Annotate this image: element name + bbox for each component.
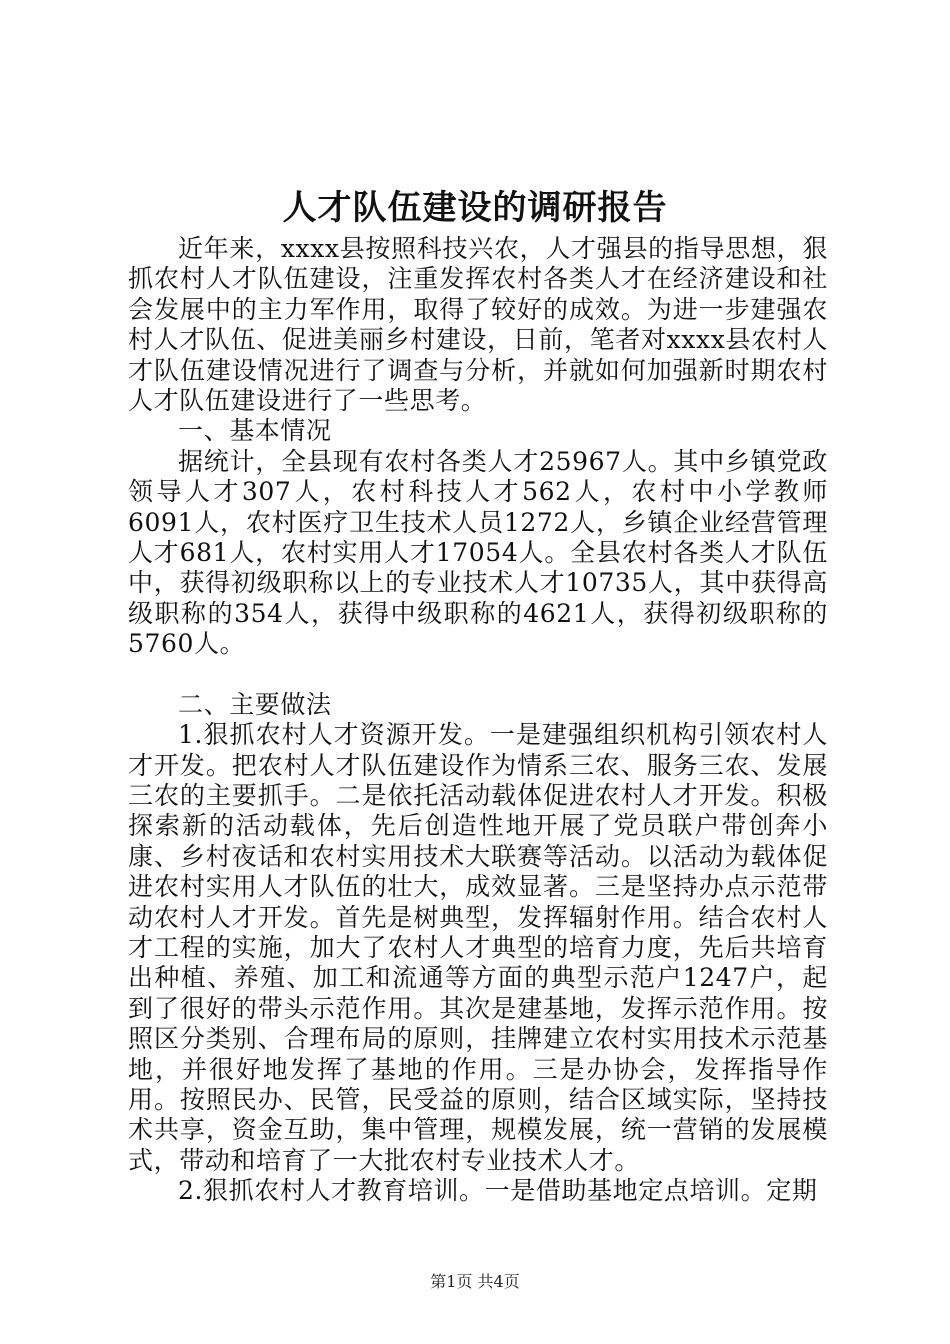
intro-paragraph: 近年来，xxxx县按照科技兴农，人才强县的指导思想，狠抓农村人才队伍建设，注重发挥农村各类人才在经济建设和社会发展中的主力军作用，取得了较好的成效。为进一步建强农村人才队伍、促进美丽乡村建设，日前，笔者对xxxx县农村人才队伍建设情况进行了调查与分析，并就如何加强新时期农村人才队伍建设进行了一些思考。 xyxy=(128,234,828,416)
statistics-paragraph: 据统计，全县现有农村各类人才25967人。其中乡镇党政领导人才307人，农村科技人才562人，农村中小学教师6091人，农村医疗卫生技术人员1272人，乡镇企业经营管理人才681人，农村实用人才17054人。全县农村各类人才队伍中，获得初级职称以上的专业技术人才10735人，其中获得高级职称的354人，获得中级职称的4621人，获得初级职称的5760人。 xyxy=(128,446,828,659)
section-heading-main-practices: 二、主要做法 xyxy=(178,689,332,719)
practice-item-1-paragraph: 1.狠抓农村人才资源开发。一是建强组织机构引领农村人才开发。把农村人才队伍建设作为情系三农、服务三农、发展三农的主要抓手。二是依托活动载体促进农村人才开发。积极探索新的活动载体，先后创造性地开展了党员联户带创奔小康、乡村夜话和农村实用技术大联赛等活动。以活动为载体促进农村实用人才队伍的壮大，成效显著。三是坚持办点示范带动农村人才开发。首先是树典型，发挥辐射作用。结合农村人才工程的实施，加大了农村人才典型的培育力度，先后共培育出种植、养殖、加工和流通等方面的典型示范户1247户，起到了很好的带头示范作用。其次是建基地，发挥示范作用。按照区分类别、合理布局的原则，挂牌建立农村实用技术示范基地，并很好地发挥了基地的作用。三是办协会，发挥指导作用。按照民办、民管，民受益的原则，结合区域实际，坚持技术共享，资金互助，集中管理，规模发展，统一营销的发展模式，带动和培育了一大批农村专业技术人才。 xyxy=(128,720,828,1175)
practice-item-2-paragraph: 2.狠抓农村人才教育培训。一是借助基地定点培训。定期 xyxy=(178,1176,818,1206)
section-heading-basic-situation: 一、基本情况 xyxy=(178,416,332,446)
page-indicator: 第1页 共4页 xyxy=(430,1272,520,1291)
document-body xyxy=(128,234,828,1207)
document-title: 人才队伍建设的调研报告 xyxy=(282,188,668,228)
paragraph-spacer xyxy=(128,660,828,690)
